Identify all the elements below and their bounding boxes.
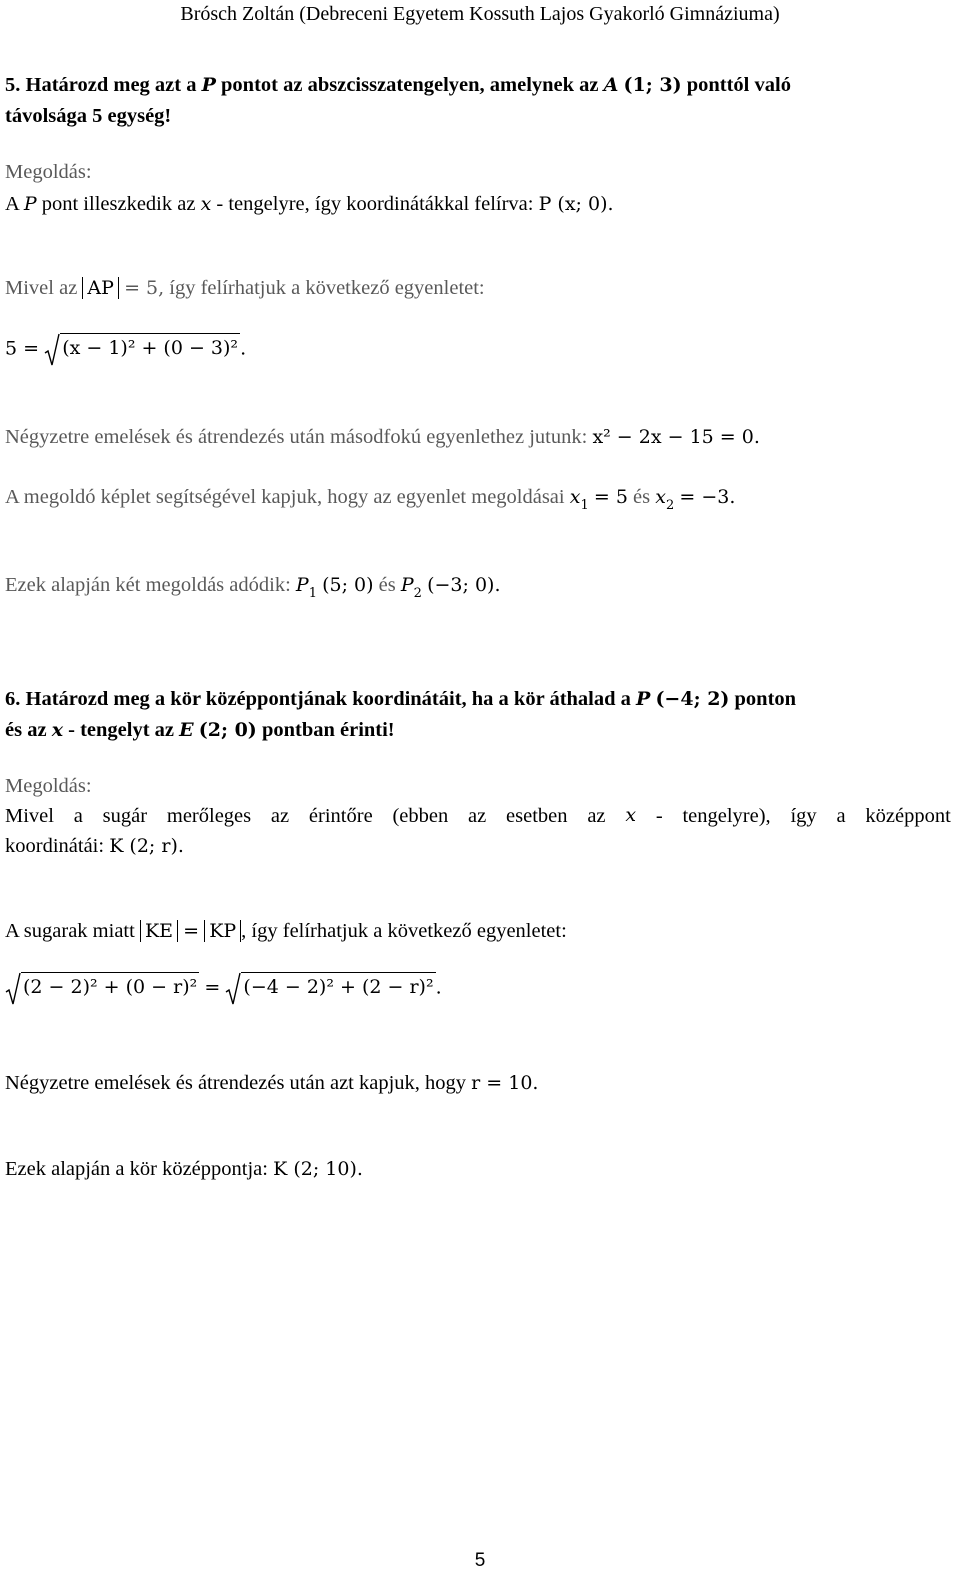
problem-5-statement-line-1: 5. Határozd meg azt a P pontot az abszcisszatengelyen, amelynek az A (1; 3) ponttól való: [5, 74, 791, 96]
problem-6-solution-label: Megoldás:: [5, 775, 92, 797]
square-root-sign: (−4 − 2)² + (2 − r)²: [225, 972, 435, 1006]
problem-5-solution-line-2: Mivel az AP = 5, így felírhatjuk a következő egyenletet:: [5, 277, 485, 299]
problem-6-solution-line-1: Mivel a sugár merőleges az érintőre (ebben az esetben az x - tengelyre), így a középpont: [5, 804, 951, 827]
problem-5-solution-label: Megoldás:: [5, 161, 92, 183]
square-root-sign: (x − 1)² + (0 − 3)²: [44, 333, 240, 367]
square-root-sign: (2 − 2)² + (0 − r)²: [5, 972, 199, 1006]
page-header: Brósch Zoltán (Debreceni Egyetem Kossuth Lajos Gyakorló Gimnáziuma): [180, 3, 780, 25]
problem-6-solution-line-3: Négyzetre emelések és átrendezés után azt kapjuk, hogy r = 10.: [5, 1072, 539, 1094]
problem-5-solution-line-5: Ezek alapján két megoldás adódik: $P_1$ (5; 0) és $P_2$ (−3; 0).: [5, 574, 501, 601]
problem-6-equation-radii: (2 − 2)² + (0 − r)² = (−4 − 2)² + (2 − r)² .: [5, 972, 442, 1006]
problem-6-statement-line-1: 6. Határozd meg a kör középpontjának koordinátáit, ha a kör áthalad a P (−4; 2) ponton: [5, 688, 797, 710]
problem-6-statement-line-2: és az x - tengelyt az E (2; 0) pontban érinti!: [5, 719, 395, 741]
page-number: 5: [474, 1550, 486, 1571]
problem-6-solution-line-2: A sugarak miatt KE = KP , így felírhatjuk a következő egyenletet:: [5, 920, 567, 942]
problem-6-solution-line-1b: koordinátái: K (2; r).: [5, 835, 184, 857]
problem-6-solution-line-4: Ezek alapján a kör középpontja: K (2; 10).: [5, 1158, 363, 1180]
problem-5-solution-line-3: Négyzetre emelések és átrendezés után másodfokú egyenlethez jutunk: x² − 2x − 15 = 0.: [5, 426, 760, 448]
problem-5-equation-distance: 5 = (x − 1)² + (0 − 3)² .: [5, 333, 246, 367]
problem-5-solution-line-4: A megoldó képlet segítségével kapjuk, hogy az egyenlet megoldásai $x_1 = 5$ és $x_2 = -3$.: [5, 486, 736, 513]
problem-5-solution-line-1: A P pont illeszkedik az x - tengelyre, így koordinátákkal felírva: P (x; 0).: [5, 193, 614, 215]
problem-5-statement-line-2: távolsága 5 egység!: [5, 105, 172, 127]
